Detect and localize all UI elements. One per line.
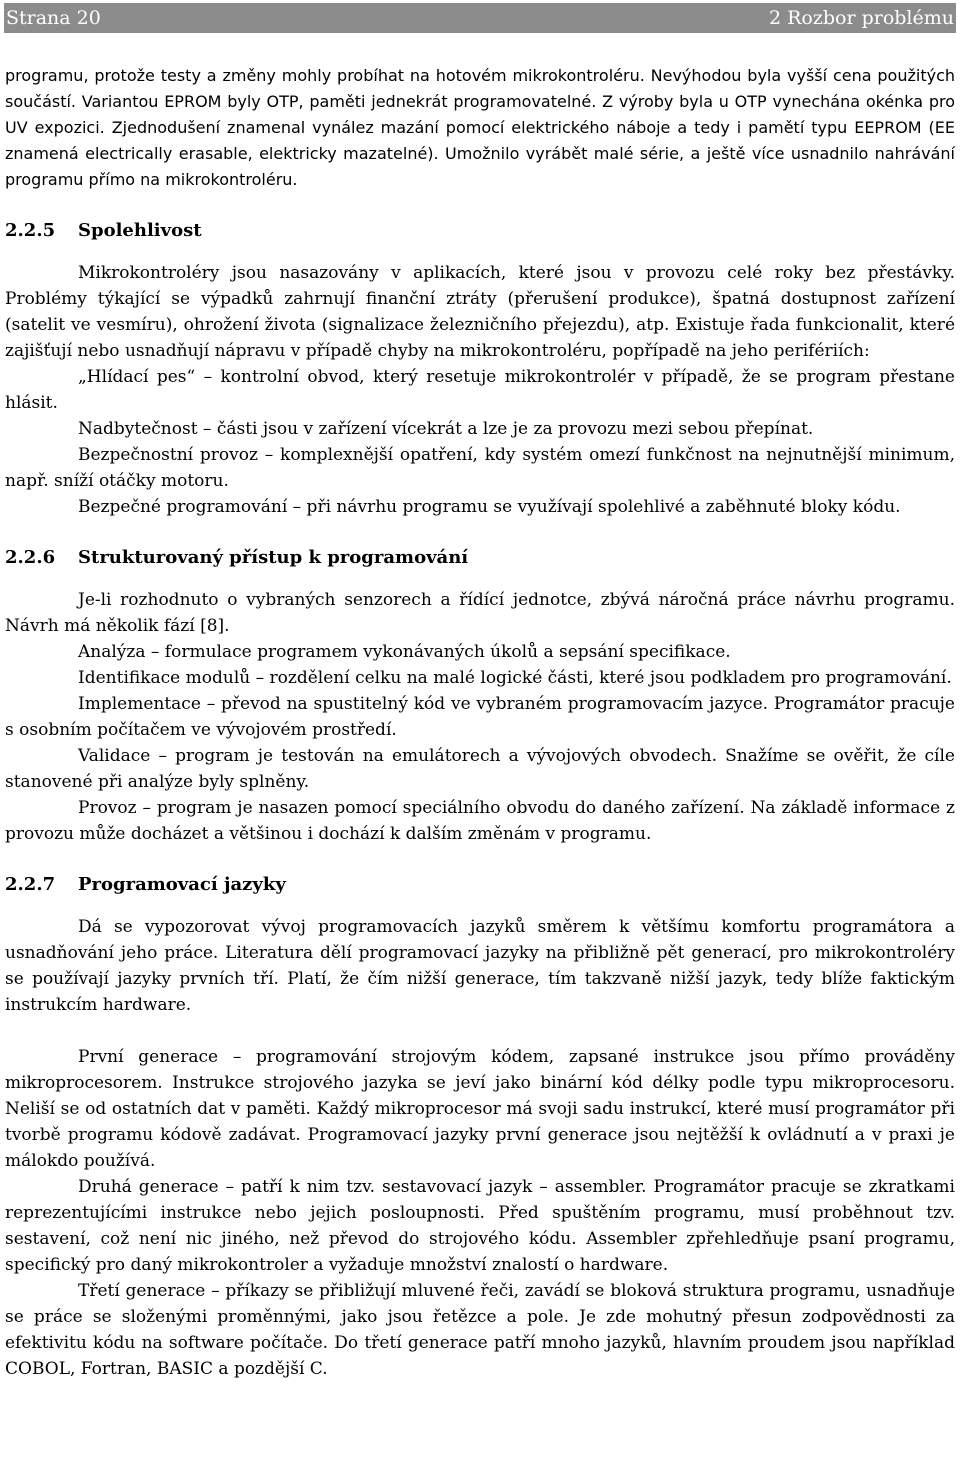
list-item: „Hlídací pes“ – kontrolní obvod, který resetuje mikrokontrolér v případě, že se program přestane hlásit. bbox=[5, 367, 955, 413]
list-item: Bezpečnostní provoz – komplexnější opatření, kdy systém omezí funkčnost na nejnutnější minimum, např. sníží otáčky motoru. bbox=[5, 445, 955, 491]
chapter-title: 2 Rozbor problému bbox=[768, 7, 954, 29]
paragraph: Mikrokontroléry jsou nasazovány v aplikacích, které jsou v provozu celé roky bez přestávky. Problémy týkající se výpadků zahrnují finanční ztráty (přerušení produkce), špatná dostupnost zařízení (satelit ve vesmíru), ohrožení života (signalizace železničního přejezdu), atp. Existuje řada funkcionalit, které zajišťují nebo usnadňují nápravu v případě chyby na mikrokontroléru, popřípadě na jeho perifériích: bbox=[5, 263, 955, 361]
paragraph: Dá se vypozorovat vývoj programovacích jazyků směrem k většímu komfortu programátora a usnadňování jeho práce. Literatura dělí programovací jazyky na přibližně pět generací, pro mikrokontroléry se používají jazyky prvních tří. Platí, že čím nižší generace, tím takzvaně nižší jazyk, tedy blíže faktickým instrukcím hardware. bbox=[5, 917, 955, 1015]
list-item: Třetí generace – příkazy se přibližují mluvené řeči, zavádí se bloková struktura programu, usnadňuje se práce se složenými proměnnými, jako jsou řetězce a pole. Je zde mohutný přesun zodpovědnosti za efektivitu kódu na software počítače. Do třetí generace patří mnoho jazyků, hlavním proudem jsou například COBOL, Fortran, BASIC a pozdější C. bbox=[5, 1281, 955, 1379]
page-content bbox=[5, 63, 955, 1382]
list-item: Provoz – program je nasazen pomocí speciálního obvodu do daného zařízení. Na základě informace z provozu může docházet a většinou i dochází k dalším změnám v programu. bbox=[5, 798, 955, 844]
section-heading-2-2-7 bbox=[5, 872, 955, 898]
intro-paragraph: programu, protože testy a změny mohly probíhat na hotovém mikrokontroléru. Nevýhodou byla vyšší cena použitých součástí. Variantou EPROM byly OTP, paměti jednekrát programovatelné. Z výroby byla u OTP vynechána okénka pro UV expozici. Zjednodušení znamenal vynález mazání pomocí elektrického náboje a tedy i pamětí typu EEPROM (EE znamená electrically erasable, elektricky mazatelné). Umožnilo vyrábět malé série, a ještě více usnadnilo nahrávání programu přímo na mikrokontroléru. bbox=[5, 66, 955, 189]
list-item: Druhá generace – patří k nim tzv. sestavovací jazyk – assembler. Programátor pracuje se zkratkami reprezentujícími instrukce nebo jejich posloupnosti. Před spuštěním programu, musí proběhnout tzv. sestavení, což není nic jiného, než převod do strojového kódu. Assembler zpřehledňuje psaní programu, specifický pro daný mikrokontroler a vyžaduje množství znalostí o hardware. bbox=[5, 1177, 955, 1275]
list-item: Validace – program je testován na emulátorech a vývojových obvodech. Snažíme se ověřit, že cíle stanovené při analýze byly splněny. bbox=[5, 746, 955, 792]
paragraph: Je-li rozhodnuto o vybraných senzorech a řídící jednotce, zbývá náročná práce návrhu programu. Návrh má několik fází [8]. bbox=[5, 590, 955, 636]
section-title: Spolehlivost bbox=[78, 220, 202, 241]
list-item: Implementace – převod na spustitelný kód ve vybraném programovacím jazyce. Programátor pracuje s osobním počítačem ve vývojovém prostředí. bbox=[5, 694, 955, 740]
page-header bbox=[4, 3, 956, 33]
section-number: 2.2.5 bbox=[5, 220, 56, 241]
section-title: Programovací jazyky bbox=[78, 874, 286, 895]
section-number: 2.2.7 bbox=[5, 874, 56, 895]
page-number: Strana 20 bbox=[6, 7, 101, 29]
list-item: První generace – programování strojovým kódem, zapsané instrukce jsou přímo prováděny mikroprocesorem. Instrukce strojového jazyka se jeví jako binární kód délky podle typu mikroprocesoru. Neliší se od ostatních dat v paměti. Každý mikroprocesor má svoji sadu instrukcí, které musí programátor při tvorbě programu kódově zadávat. Programovací jazyky první generace jsou nejtěžší k ovládnutí a v praxi je málokdo používá. bbox=[5, 1047, 955, 1171]
section-number: 2.2.6 bbox=[5, 547, 56, 568]
list-item: Bezpečné programování – při návrhu programu se využívají spolehlivé a zaběhnuté bloky kódu. bbox=[78, 497, 901, 517]
list-item: Nadbytečnost – části jsou v zařízení vícekrát a lze je za provozu mezi sebou přepínat. bbox=[78, 419, 814, 439]
list-item: Analýza – formulace programem vykonávaných úkolů a sepsání specifikace. bbox=[78, 642, 731, 662]
list-item: Identifikace modulů – rozdělení celku na malé logické části, které jsou podkladem pro programování. bbox=[78, 668, 952, 688]
section-heading-2-2-6 bbox=[5, 545, 955, 571]
section-title: Strukturovaný přístup k programování bbox=[78, 547, 469, 568]
section-heading-2-2-5 bbox=[5, 218, 955, 244]
